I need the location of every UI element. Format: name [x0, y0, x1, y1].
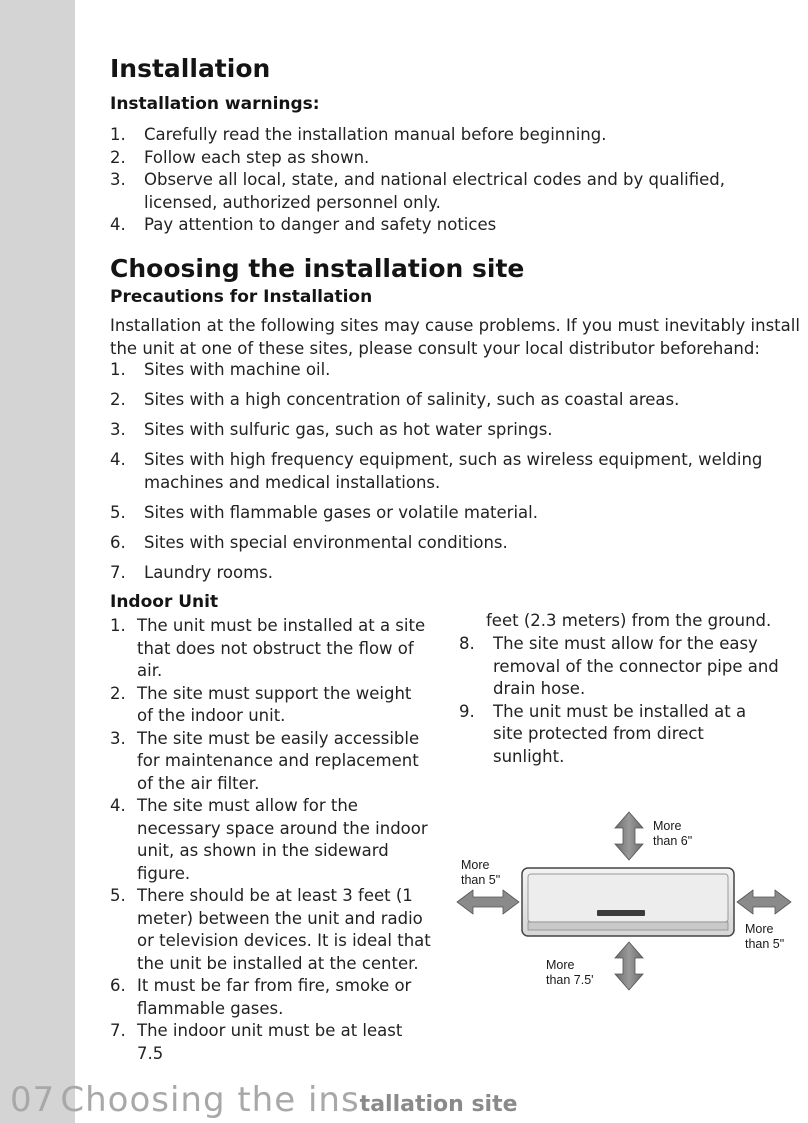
site-item: [110, 502, 770, 525]
list-item-number: 1.: [110, 616, 126, 635]
indoor-unit-item: [110, 683, 432, 728]
list-item-text: There should be at least 3 feet (1 meter) between the unit and radio or television devices. It is ideal that the unit be installed at the center.: [137, 886, 431, 973]
page-number: 07: [10, 1080, 56, 1120]
page-footer: [10, 1080, 610, 1123]
list-item-number: 2.: [110, 147, 126, 167]
arrow-up-down-top-icon: [615, 812, 643, 860]
list-item-text: Sites with special environmental conditions.: [144, 532, 508, 552]
right-clearance-label-2: than 5": [745, 937, 785, 951]
list-item-number: 7.: [110, 1021, 126, 1040]
list-item-number: 4.: [110, 215, 126, 234]
arrow-left-right-right-icon: [737, 890, 791, 914]
warning-item: [110, 147, 750, 170]
site-item: [110, 562, 770, 585]
top-clearance-label-1: More: [653, 819, 682, 833]
footer-section-title-small: tallation site: [359, 1092, 518, 1117]
site-item: [110, 419, 770, 442]
indoor-unit-item: [110, 975, 432, 1020]
list-item-text: It must be far from fire, smoke or flammable gases.: [137, 976, 412, 1018]
warnings-list: [110, 124, 750, 237]
site-item: [110, 359, 770, 382]
arrow-left-right-left-icon: [457, 890, 519, 914]
list-item-number: 3.: [110, 420, 126, 439]
list-item-text: Observe all local, state, and national electrical codes and by qualified, licensed, authorized personnel only.: [144, 170, 725, 212]
list-item-text: Sites with a high concentration of salinity, such as coastal areas.: [144, 390, 680, 409]
list-item-number: 2.: [110, 683, 126, 703]
top-clearance-label-2: than 6": [653, 834, 693, 848]
indoor-unit-list-left: [110, 615, 432, 1065]
site-heading: Choosing the installation site: [110, 254, 525, 283]
left-clearance-label-2: than 5": [461, 873, 501, 887]
list-item-text: Carefully read the installation manual before beginning.: [144, 125, 607, 144]
page-sidebar: [0, 0, 75, 1123]
warning-item: [110, 124, 750, 147]
site-item: [110, 449, 770, 494]
list-item-text: Laundry rooms.: [144, 562, 274, 582]
list-item-number: 8.: [459, 634, 475, 653]
site-item: [110, 389, 770, 412]
indoor-unit-item: [459, 633, 779, 701]
indoor-unit-item: [110, 615, 432, 683]
list-item-number: 3.: [110, 728, 126, 748]
indoor-unit-list-right: [459, 633, 779, 768]
precautions-heading: Precautions for Installation: [110, 287, 373, 307]
list-item-text: The site must support the weight of the indoor unit.: [137, 683, 412, 725]
list-item-number: 1.: [110, 360, 126, 379]
clearance-diagram: [455, 810, 795, 1000]
list-item-text: Sites with machine oil.: [144, 360, 331, 379]
list-item-number: 6.: [110, 976, 126, 995]
list-item-text: Follow each step as shown.: [144, 147, 370, 167]
list-item-number: 3.: [110, 170, 126, 189]
bottom-clearance-label-1: More: [546, 958, 575, 972]
warnings-heading: Installation warnings:: [110, 94, 320, 114]
list-item-text: Sites with high frequency equipment, such as wireless equipment, welding machines and medical installations.: [144, 450, 763, 492]
indoor-unit-heading: Indoor Unit: [110, 592, 219, 612]
list-item-number: 9.: [459, 701, 475, 721]
list-item-text: The indoor unit must be at least 7.5: [137, 1021, 403, 1063]
indoor-unit-item: [110, 885, 432, 975]
sites-list: [110, 359, 770, 592]
indoor-unit-item: [110, 795, 432, 885]
site-item: [110, 532, 770, 555]
list-item-number: 5.: [110, 886, 126, 905]
right-clearance-label-1: More: [745, 922, 774, 936]
list-item-number: 6.: [110, 532, 126, 552]
list-item-text: The unit must be installed at a site that does not obstruct the flow of air.: [137, 616, 426, 680]
list-item-number: 4.: [110, 796, 126, 815]
list-item-text: The site must be easily accessible for maintenance and replacement of the air filter.: [137, 728, 420, 793]
left-clearance-label-1: More: [461, 858, 490, 872]
indoor-unit-item: [110, 1020, 432, 1065]
indoor-unit-continuation: feet (2.3 meters) from the ground.: [486, 611, 772, 630]
indoor-unit-item: [459, 701, 779, 769]
warning-item: [110, 214, 750, 237]
footer-section-title-large: Choosing the ins: [60, 1080, 360, 1120]
list-item-number: 1.: [110, 125, 126, 144]
page-title: Installation: [110, 54, 271, 83]
list-item-number: 7.: [110, 562, 126, 582]
arrow-up-down-bottom-icon: [615, 942, 643, 990]
indoor-unit-item: [110, 728, 432, 796]
list-item-text: Pay attention to danger and safety notices: [144, 215, 497, 234]
list-item-number: 4.: [110, 450, 126, 469]
list-item-text: Sites with sulfuric gas, such as hot water springs.: [144, 420, 553, 439]
list-item-text: The unit must be installed at a site protected from direct sunlight.: [493, 701, 747, 766]
list-item-text: The site must allow for the necessary space around the indoor unit, as shown in the sideward figure.: [137, 796, 428, 883]
bottom-clearance-label-2: than 7.5': [546, 973, 594, 987]
list-item-text: Sites with flammable gases or volatile material.: [144, 502, 538, 522]
indoor-unit-illustration: [522, 868, 734, 936]
list-item-number: 2.: [110, 390, 126, 409]
list-item-number: 5.: [110, 502, 126, 522]
precautions-intro: Installation at the following sites may cause problems. If you must inevitably install the unit at one of these sites, please consult your local distributor beforehand:: [110, 316, 800, 358]
list-item-text: The site must allow for the easy removal of the connector pipe and drain hose.: [493, 634, 779, 698]
warning-item: [110, 169, 750, 214]
